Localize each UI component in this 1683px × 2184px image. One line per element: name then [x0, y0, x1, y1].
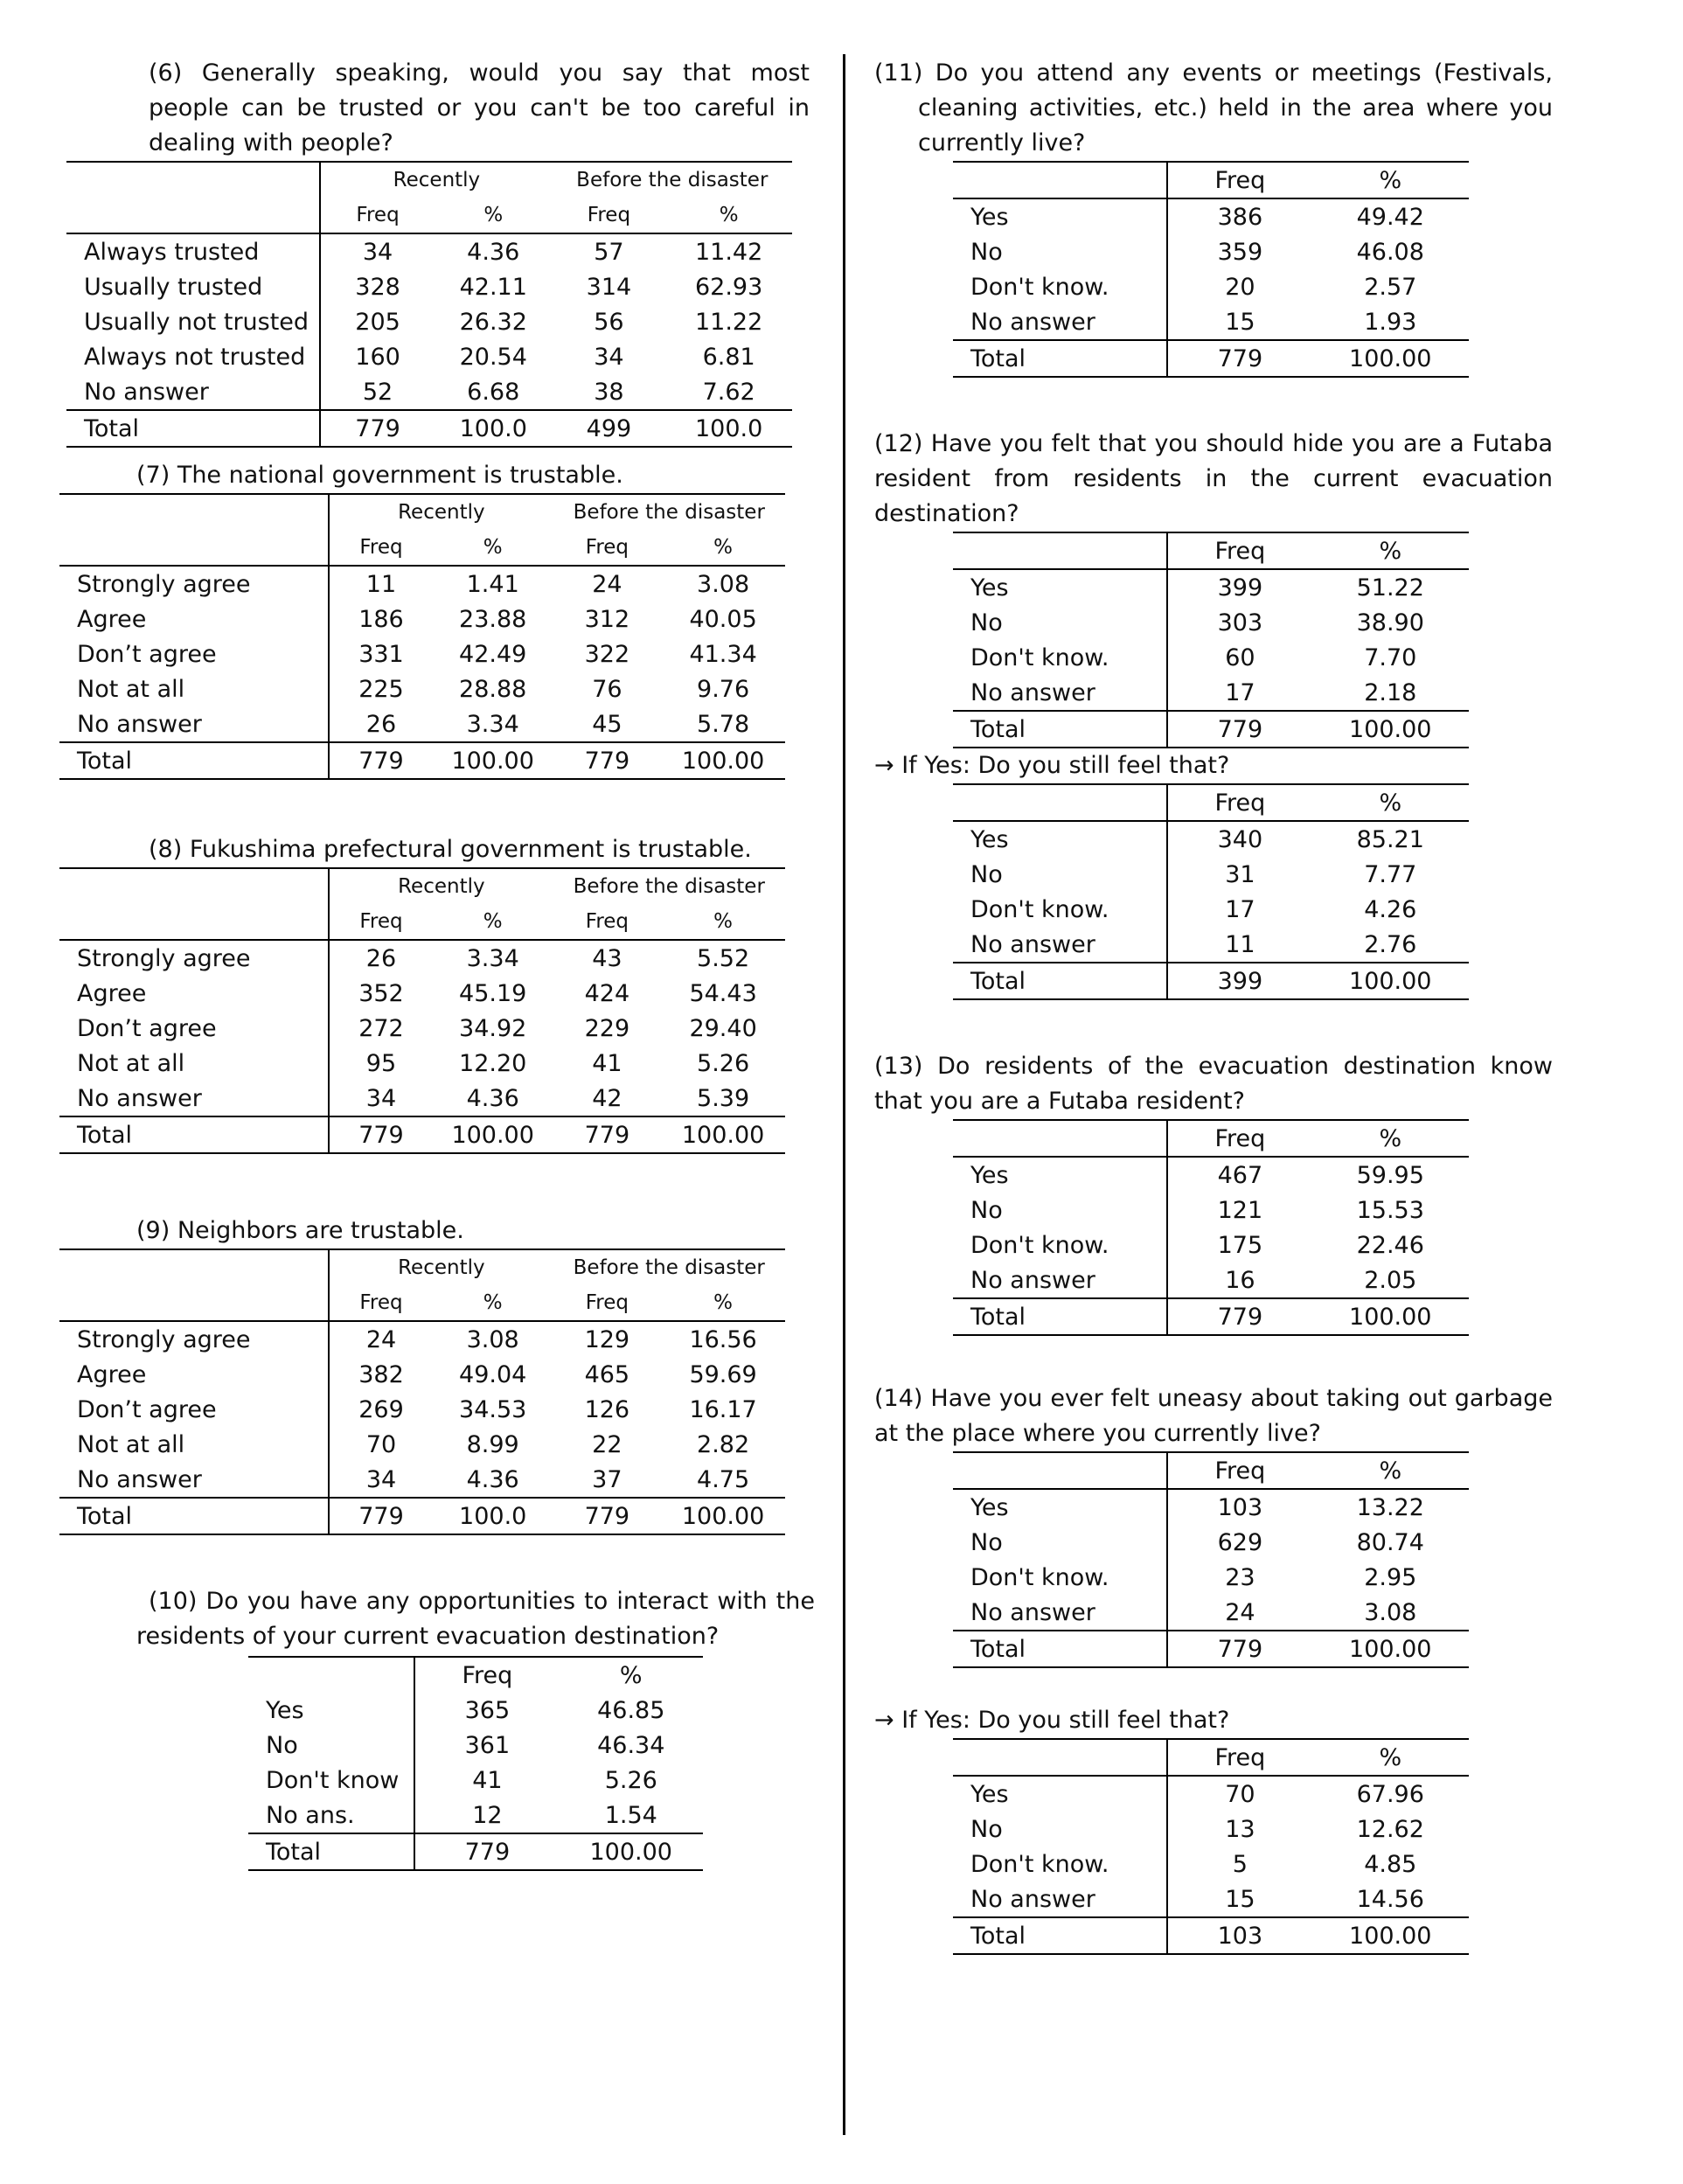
table-row: No answer 16 2.05 [953, 1262, 1469, 1298]
table-row: Not at all 95 12.20 41 5.26 [59, 1046, 785, 1081]
table-row: No 361 46.34 [248, 1728, 703, 1763]
question-9-text: (9) Neighbors are trustable. [136, 1217, 464, 1244]
table-row: No answer 17 2.18 [953, 675, 1469, 711]
sub-header: Freq [585, 910, 629, 933]
col-header-pct: % [619, 1661, 643, 1689]
col-header-pct: % [1379, 537, 1402, 565]
question-10 [136, 1584, 815, 1871]
sub-header: % [713, 1291, 734, 1314]
table-row: No 629 80.74 [953, 1525, 1469, 1560]
table-row: Don't know 41 5.26 [248, 1763, 703, 1798]
table-row: No answer 26 3.34 45 5.78 [59, 706, 785, 742]
table-row: Strongly agree 24 3.08 129 16.56 [59, 1321, 785, 1357]
table-q12-followup [953, 783, 1469, 1000]
question-12-followup [874, 748, 1553, 1000]
table-q11 [953, 161, 1469, 378]
table-q13 [953, 1119, 1469, 1336]
table-row: Always trusted 34 4.36 57 11.42 [66, 233, 792, 269]
table-q10 [248, 1656, 703, 1871]
sub-header: % [719, 204, 739, 226]
table-row: No 31 7.77 [953, 857, 1469, 892]
table-row: Agree 382 49.04 465 59.69 [59, 1357, 785, 1392]
col-header-freq: Freq [462, 1661, 513, 1689]
table-row: No 303 38.90 [953, 605, 1469, 640]
table-row: Yes 467 59.95 [953, 1157, 1469, 1193]
col-header-freq: Freq [1214, 1124, 1266, 1152]
col-header-pct: % [1379, 1457, 1402, 1485]
table-row: Agree 352 45.19 424 54.43 [59, 976, 785, 1011]
question-13 [874, 1049, 1553, 1336]
table-row: Yes 399 51.22 [953, 569, 1469, 605]
sub-header: % [713, 910, 734, 933]
table-row: Strongly agree 26 3.34 43 5.52 [59, 940, 785, 976]
group-header: Recently [398, 1256, 485, 1279]
table-q14 [953, 1451, 1469, 1668]
col-header-freq: Freq [1214, 166, 1266, 194]
table-total-row: Total 779 100.00 [953, 1298, 1469, 1335]
table-row: Agree 186 23.88 312 40.05 [59, 602, 785, 636]
sub-header: Freq [359, 1291, 403, 1314]
table-row: No 13 12.62 [953, 1812, 1469, 1847]
col-header-pct: % [1379, 1743, 1402, 1771]
group-header: Recently [398, 501, 485, 524]
table-row: Usually not trusted 205 26.32 56 11.22 [66, 304, 792, 339]
table-row: Don't know. 60 7.70 [953, 640, 1469, 675]
table-q8 [59, 867, 785, 1154]
table-row: Strongly agree 11 1.41 24 3.08 [59, 566, 785, 602]
col-header-pct: % [1379, 166, 1402, 194]
table-row: Yes 340 85.21 [953, 821, 1469, 857]
sub-header: Freq [356, 204, 400, 226]
followup-12-text: → If Yes: Do you still feel that? [874, 752, 1230, 779]
table-row: No answer 11 2.76 [953, 927, 1469, 963]
question-8-text: (8) Fukushima prefectural government is trustable. [149, 836, 752, 863]
table-row: Don't know. 5 4.85 [953, 1847, 1469, 1881]
group-header: Recently [398, 875, 485, 898]
group-header: Before the disaster [573, 501, 765, 524]
table-q7 [59, 493, 785, 780]
table-row: No answer 52 6.68 38 7.62 [66, 374, 792, 410]
table-total-row: Total 779 100.0 499 100.0 [66, 410, 792, 447]
table-row: No answer 24 3.08 [953, 1595, 1469, 1631]
table-row: No answer 15 1.93 [953, 304, 1469, 340]
question-14-followup [874, 1703, 1553, 1955]
table-row: No answer 15 14.56 [953, 1881, 1469, 1917]
question-8 [59, 832, 785, 1154]
table-row: Yes 386 49.42 [953, 198, 1469, 234]
table-total-row: Total 779 100.00 [953, 340, 1469, 377]
sub-header: % [483, 910, 503, 933]
question-9 [59, 1214, 785, 1535]
col-header-freq: Freq [1214, 1743, 1266, 1771]
question-14-text: (14) Have you ever felt uneasy about taking out garbage at the place where you currently live? [874, 1385, 1553, 1447]
table-row: Don't know. 23 2.95 [953, 1560, 1469, 1595]
table-row: Don't know. 20 2.57 [953, 269, 1469, 304]
question-12-text: (12) Have you felt that you should hide you are a Futaba resident from residents in the current evacuation destination? [874, 430, 1553, 527]
table-row: No answer 34 4.36 37 4.75 [59, 1462, 785, 1498]
table-q14-followup [953, 1738, 1469, 1955]
table-row: Not at all 70 8.99 22 2.82 [59, 1427, 785, 1462]
table-total-row: Total 779 100.00 [248, 1833, 703, 1870]
question-6-text: (6) Generally speaking, would you say that most people can be trusted or you can't be too careful in dealing with people? [149, 59, 810, 156]
table-total-row: Total 779 100.00 779 100.00 [59, 742, 785, 779]
sub-header: Freq [585, 1291, 629, 1314]
sub-header: % [483, 204, 504, 226]
table-row: Don't know. 175 22.46 [953, 1228, 1469, 1262]
table-total-row: Total 103 100.00 [953, 1917, 1469, 1954]
table-row: Yes 70 67.96 [953, 1776, 1469, 1812]
table-row: Yes 365 46.85 [248, 1693, 703, 1728]
sub-header: Freq [585, 536, 629, 559]
sub-header: % [483, 1291, 503, 1314]
table-row: No ans. 12 1.54 [248, 1798, 703, 1833]
table-row: Usually trusted 328 42.11 314 62.93 [66, 269, 792, 304]
sub-header: Freq [359, 536, 403, 559]
sub-header: % [713, 536, 734, 559]
sub-header: Freq [359, 910, 403, 933]
table-total-row: Total 779 100.00 [953, 711, 1469, 748]
table-row: Not at all 225 28.88 76 9.76 [59, 671, 785, 706]
table-row: Don't know. 17 4.26 [953, 892, 1469, 927]
question-10-text: (10) Do you have any opportunities to interact with the residents of your current evacuation destination? [136, 1588, 815, 1650]
question-7 [59, 458, 785, 780]
table-row: Don’t agree 269 34.53 126 16.17 [59, 1392, 785, 1427]
group-header: Recently [393, 169, 481, 191]
col-header-freq: Freq [1214, 789, 1266, 817]
question-14 [874, 1381, 1553, 1668]
table-total-row: Total 779 100.0 779 100.00 [59, 1498, 785, 1534]
col-header-pct: % [1379, 789, 1402, 817]
sub-header: Freq [587, 204, 631, 226]
table-total-row: Total 779 100.00 [953, 1631, 1469, 1667]
group-header: Before the disaster [573, 1256, 765, 1279]
question-12 [874, 427, 1553, 748]
followup-14-text: → If Yes: Do you still feel that? [874, 1707, 1230, 1734]
question-6 [66, 56, 810, 448]
table-row: No 121 15.53 [953, 1193, 1469, 1228]
col-header-pct: % [1379, 1124, 1402, 1152]
table-q12 [953, 532, 1469, 748]
group-header: Before the disaster [573, 875, 765, 898]
table-q6 [66, 161, 792, 448]
sub-header: % [483, 536, 503, 559]
group-header: Before the disaster [576, 169, 768, 191]
table-q9 [59, 1248, 785, 1535]
question-7-text: (7) The national government is trustable. [136, 462, 623, 489]
table-row: No answer 34 4.36 42 5.39 [59, 1081, 785, 1116]
col-header-freq: Freq [1214, 1457, 1266, 1485]
table-row: Yes 103 13.22 [953, 1489, 1469, 1525]
col-header-freq: Freq [1214, 537, 1266, 565]
table-total-row: Total 399 100.00 [953, 963, 1469, 999]
table-row: Always not trusted 160 20.54 34 6.81 [66, 339, 792, 374]
table-row: Don’t agree 331 42.49 322 41.34 [59, 636, 785, 671]
column-divider [843, 54, 845, 2135]
question-11 [874, 56, 1553, 378]
question-13-text: (13) Do residents of the evacuation destination know that you are a Futaba resident? [874, 1053, 1553, 1115]
table-row: No 359 46.08 [953, 234, 1469, 269]
question-11-text: (11) Do you attend any events or meetings (Festivals, cleaning activities, etc.) held in the area where you currently live? [874, 59, 1553, 156]
table-total-row: Total 779 100.00 779 100.00 [59, 1116, 785, 1153]
table-row: Don’t agree 272 34.92 229 29.40 [59, 1011, 785, 1046]
